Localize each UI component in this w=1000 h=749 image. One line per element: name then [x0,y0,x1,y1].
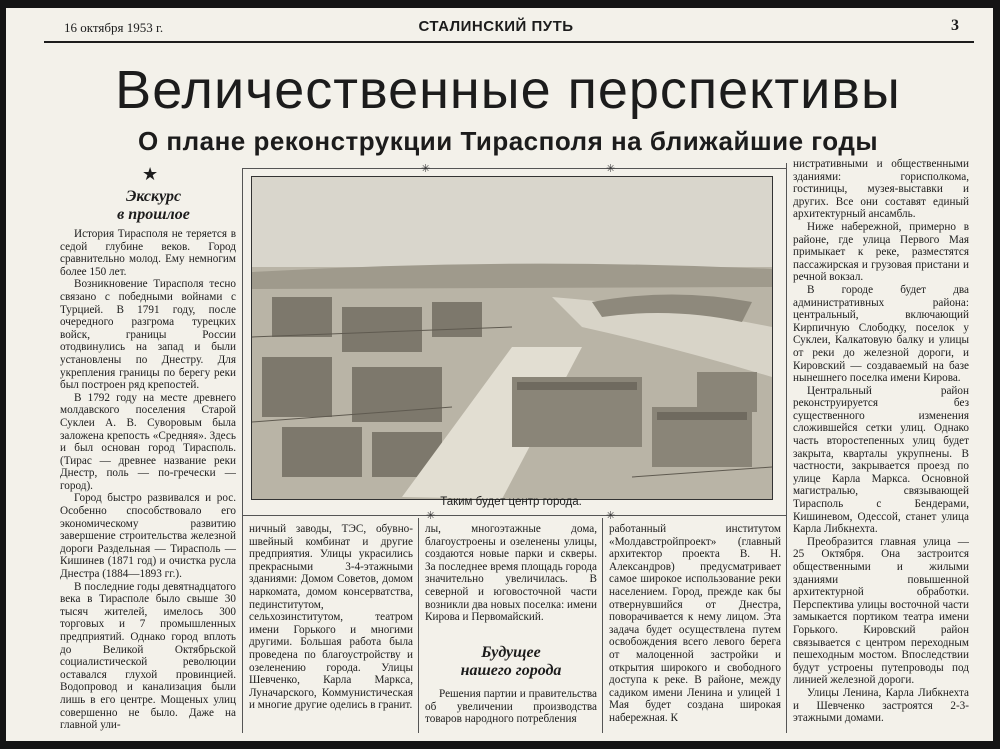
paragraph: Центральный район реконструируется без существенного изменения сложившейся сетки улиц. Однако часть второстепенных улиц будет закрыта, кварталы укрупнены. В частности, закрывается проезд по улице Карла Маркса. Основной магистралью, связывающей Тирасполь с Бендерами, Кишиневом, Одессой, станет улица Карла Либкнехта. [793,384,969,536]
paragraph: лы, многоэтажные дома, благоустроены и озеленены улицы, создаются новые парки и скверы. За последнее время площадь города значительно увеличилась. В северной и юговосточной части возникли два новых поселка: имени Кирова и Первомайский. [425,523,597,624]
section-heading-history: Экскурс в прошлое [117,188,190,223]
column-right [793,158,969,733]
column-middle-top [425,523,597,635]
paragraph: В последние годы девятнадцатого века в Тирасполе было свыше 30 тысяч жителей, имелось 300 торговых и 7 промышленных предприятий. Однако город вплоть до Великой Октябрьской социалистической революции оставался глухой провинцией. Водопровод и канализация были лишь в его центре. Мощеных улиц совершенно не было. Даже на главной ули- [60,580,236,732]
paragraph: Возникновение Тирасполя тесно связано с победными войнами с Турцией. В 1791 году, после очередного разгрома турецких войск, границы России отодвинулись на запад и были установлены по Днестру. Для укрепления границы по берегу реки был построен ряд крепостей. [60,278,236,392]
article-title: Величественные перспективы [115,60,901,120]
column-divider [418,518,419,733]
photo-frame-rule [242,168,787,169]
city-center-illustration [251,176,773,500]
ornament: ✳ [606,163,616,175]
ornament: ✳ [421,163,431,175]
paragraph: нистративными и общественными зданиями: горисполкома, гостиницы, музея-выставки и других. Все они составят единый архитектурный ансамбль. [793,158,969,221]
column-divider [786,163,787,733]
column-middle-left [249,523,413,733]
paragraph: работанный институтом «Молдавстройпроект» (главный архитектор проекта В. Н. Александров) предусматривает самое широкое использование реки населением. Город, прежде как бы отвернувшийся от Днестра, поворачивается к нему лицом. Эта задача будет осуществлена путем освобождения всего левого берега от малоценной застройки и открытия широкого и свободного доступа к реке. В районе, между садиком имени Ленина и улицей 1 Мая будет создана широкая набережная. К [609,523,781,724]
paragraph: Преобразится главная улица — 25 Октября. Она застроится общественными и жилыми зданиями повышенной архитектурной обработки. Перспектива улицы восточной части замыкается портиком театра имени Горького. Кировский район связывается с центром переходным пешеходным мостом. Впоследствии будут устроены путепроводы под линией железной дороги. [793,535,969,687]
header-rule [44,41,974,43]
paragraph: Город быстро развивался и рос. Особенно способствовало его экономическому развитию завершение строительства железной дороги Раздельная — Тирасполь — Кишинев (1871 год) и очистка русла Днестра (1884—1893 гг.). [60,492,236,581]
paragraph: ничный заводы, ТЭС, обувно-швейный комбинат и другие предприятия. Улицы украсились прекрасными 3-4-этажными зданиями: Домом Советов, домом наркомата, домом консерватства, пединститутом, сельхозинститутом, театром имени Горького и многими другими. Большая работа была проведена по благоустройству и озеленению города. Улицы Шевченко, Карла Маркса, Луначарского, Коммунистическая и многие другие оделись в гранит. [249,523,413,712]
article-subtitle: О плане реконструкции Тирасполя на ближайшие годы [137,126,879,156]
ornament: ✳ [606,510,616,522]
photo-frame-rule [242,515,787,516]
issue-date: 16 октября 1953 г. [64,20,164,35]
photo-caption: Таким будет центр города. [440,496,582,508]
city-panorama-drawing [252,177,772,499]
star-ornament: ★ [142,164,159,184]
column-history [60,228,236,733]
column-divider [242,168,243,733]
page-header [6,16,993,38]
paragraph: Решения партии и правительства об увеличении производства товаров народного потребления [425,688,597,726]
newspaper-name: СТАЛИНСКИЙ ПУТЬ [418,18,574,35]
paragraph: Ниже набережной, примерно в районе, где улица Первого Мая примыкает к реке, разместятся пассажирская и грузовая пристани и речной вокзал. [793,220,969,284]
paragraph: В городе будет два административных района: центральный, включающий Кирпичную Слободку, поселок у Суклеи, Калкатовую балку и улицы от реки до железной дороги, и Кировский — создаваемый на базе нынешнего поселка имени Кирова. [793,283,969,385]
paragraph: Улицы Ленина, Карла Либкнехта и Шевченко застроятся 2-3-этажными домами. [793,686,969,725]
column-divider [602,518,603,733]
page-number: 3 [951,17,959,34]
paragraph: В 1792 году на месте древнего молдавского поселения Старой Суклеи А. В. Суворовым была заложена крепость «Средняя». Здесь и был основан город Тирасполь. (Тирас — древнее название реки Днестр, поль — по-гречески — город). [60,391,236,492]
column-middle-bottom [425,688,597,733]
paragraph: История Тирасполя не теряется в седой глубине веков. Город сравнительно молод. Ему немногим более 150 лет. [60,228,236,278]
column-middle-right [609,523,781,733]
ornament: ✳ [426,510,436,522]
section-heading-future: Будущее нашего города [460,644,562,679]
newspaper-page [6,8,993,741]
